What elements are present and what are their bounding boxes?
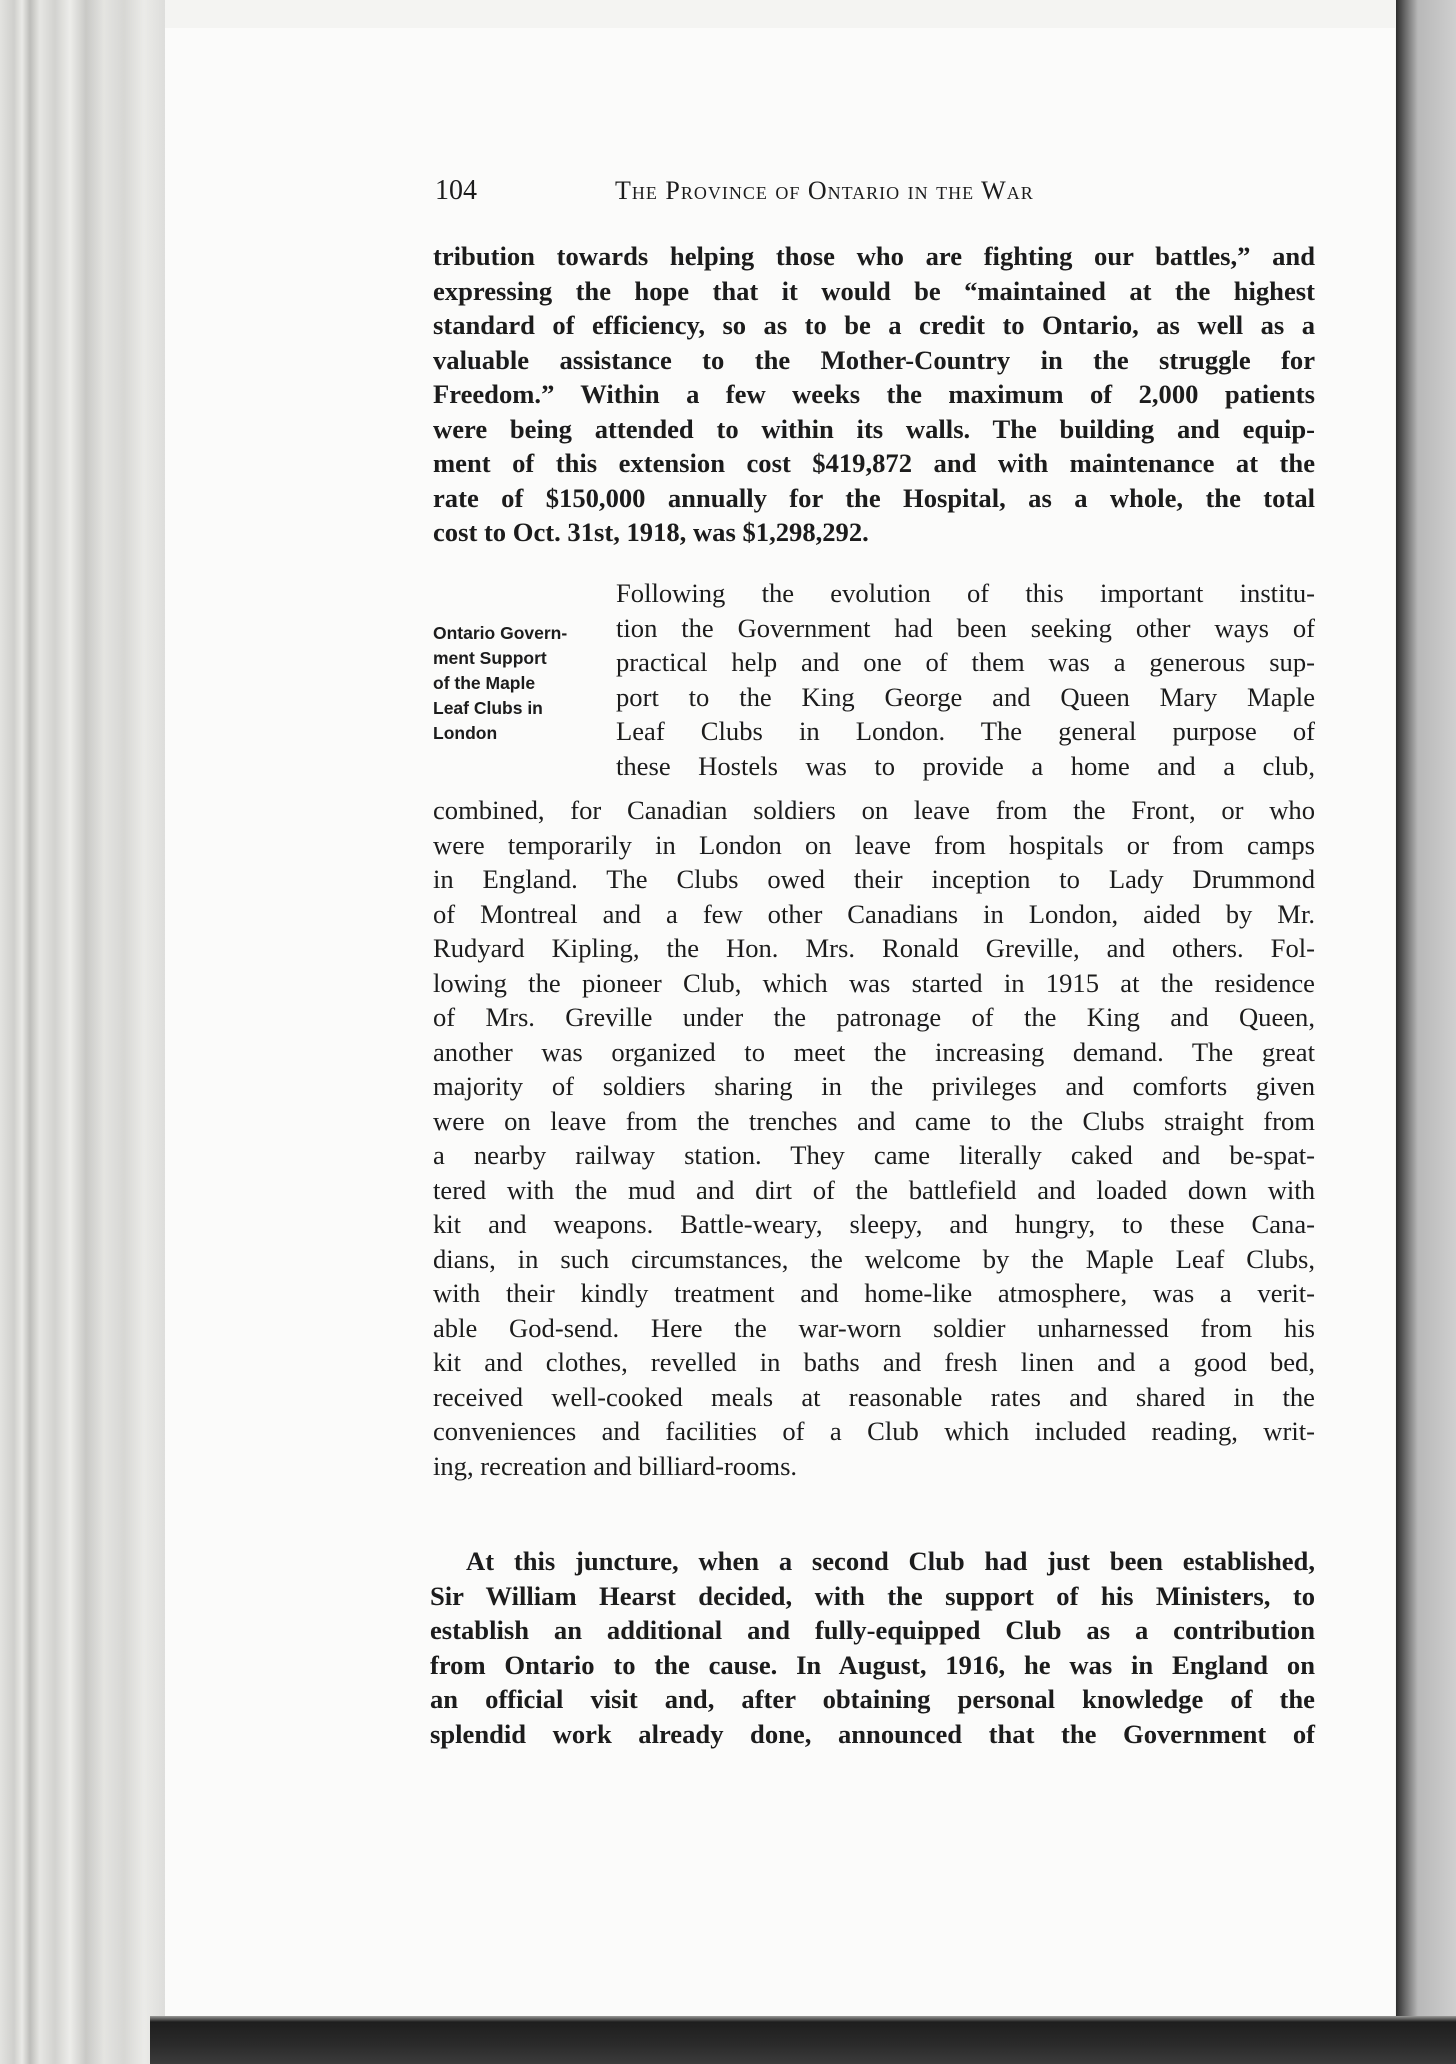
paragraph-3 (430, 1544, 1315, 1751)
page-number: 104 (435, 175, 477, 206)
sidenote-line: London (433, 723, 498, 743)
text-line: Rudyard Kipling, the Hon. Mrs. Ronald Greville, and others. Fol- (433, 933, 1315, 963)
text-line: a nearby railway station. They came literally caked and be-spat- (433, 1140, 1315, 1170)
text-line: in England. The Clubs owed their inception to Lady Drummond (433, 864, 1315, 894)
text-line: rate of $150,000 annually for the Hospital, as a whole, the total (433, 482, 1315, 513)
text-line: Following the evolution of this important institu- (616, 578, 1315, 608)
text-line: At this juncture, when a second Club had just been established, (466, 1546, 1315, 1576)
bottom-shadow (150, 2016, 1456, 2064)
book-page-edges (0, 0, 165, 2064)
text-line: port to the King George and Queen Mary Maple (616, 681, 1315, 712)
paragraph-1 (433, 239, 1315, 550)
running-title: The Province of Ontario in the War (615, 176, 1034, 205)
text-line: practical help and one of them was a generous sup- (616, 647, 1315, 677)
text-line: these Hostels was to provide a home and a club, (616, 750, 1315, 781)
text-line: kit and weapons. Battle-weary, sleepy, and hungry, to these Cana- (433, 1209, 1315, 1239)
book-spine-shadow (1396, 0, 1456, 2064)
text-line: from Ontario to the cause. In August, 1916, he was in England on (430, 1649, 1315, 1680)
text-line: conveniences and facilities of a Club which included reading, writ- (433, 1416, 1315, 1446)
text-line: ment of this extension cost $419,872 and with maintenance at the (433, 448, 1315, 478)
text-line: an official visit and, after obtaining personal knowledge of the (430, 1684, 1315, 1714)
running-head (435, 171, 1135, 211)
text-line: splendid work already done, announced that the Government of (430, 1718, 1315, 1749)
text-line: Sir William Hearst decided, with the support of his Ministers, to (430, 1580, 1315, 1611)
text-line: of Mrs. Greville under the patronage of the King and Queen, (433, 1002, 1315, 1032)
text-line: combined, for Canadian soldiers on leave from the Front, or who (433, 795, 1315, 825)
text-line: received well-cooked meals at reasonable rates and shared in the (433, 1381, 1315, 1412)
text-line: with their kindly treatment and home-like atmosphere, was a verit- (433, 1278, 1315, 1308)
text-line: of Montreal and a few other Canadians in London, aided by Mr. (433, 898, 1315, 929)
text-line: were being attended to within its walls. The building and equip- (433, 413, 1315, 444)
sidenote-line: ment Support (433, 648, 547, 668)
text-line: were temporarily in London on leave from hospitals or from camps (433, 829, 1315, 860)
text-line: establish an additional and fully-equipped Club as a contribution (430, 1615, 1315, 1645)
text-line: dians, in such circumstances, the welcome by the Maple Leaf Clubs, (433, 1243, 1315, 1274)
paragraph-2 (433, 793, 1315, 1483)
text-line: standard of efficiency, so as to be a credit to Ontario, as well as a (433, 310, 1315, 340)
paragraph-2-wrapped (616, 576, 1315, 783)
text-line: Leaf Clubs in London. The general purpose of (616, 716, 1315, 746)
text-line: Freedom.” Within a few weeks the maximum of 2,000 patients (433, 379, 1315, 409)
text-line: expressing the hope that it would be “maintained at the highest (433, 275, 1315, 306)
text-line: were on leave from the trenches and came to the Clubs straight from (433, 1105, 1315, 1136)
text-line: kit and clothes, revelled in baths and fresh linen and a good bed, (433, 1347, 1315, 1377)
text-line: tribution towards helping those who are fighting our battles,” and (433, 241, 1315, 271)
sidenote-line: Ontario Govern- (433, 623, 568, 643)
text-line: cost to Oct. 31st, 1918, was $1,298,292. (433, 517, 869, 547)
sidenote-line: of the Maple (433, 673, 536, 693)
text-line: able God-send. Here the war-worn soldier unharnessed from his (433, 1312, 1315, 1343)
text-line: majority of soldiers sharing in the privileges and comforts given (433, 1071, 1315, 1101)
text-line: tion the Government had been seeking other ways of (616, 612, 1315, 643)
margin-sidenote (433, 621, 593, 746)
sidenote-line: Leaf Clubs in (433, 698, 543, 718)
text-line: another was organized to meet the increasing demand. The great (433, 1036, 1315, 1067)
text-line: ing, recreation and billiard-rooms. (433, 1450, 798, 1481)
text-line: tered with the mud and dirt of the battlefield and loaded down with (433, 1174, 1315, 1205)
text-line: lowing the pioneer Club, which was started in 1915 at the residence (433, 967, 1315, 998)
text-line: valuable assistance to the Mother-Country in the struggle for (433, 344, 1315, 375)
